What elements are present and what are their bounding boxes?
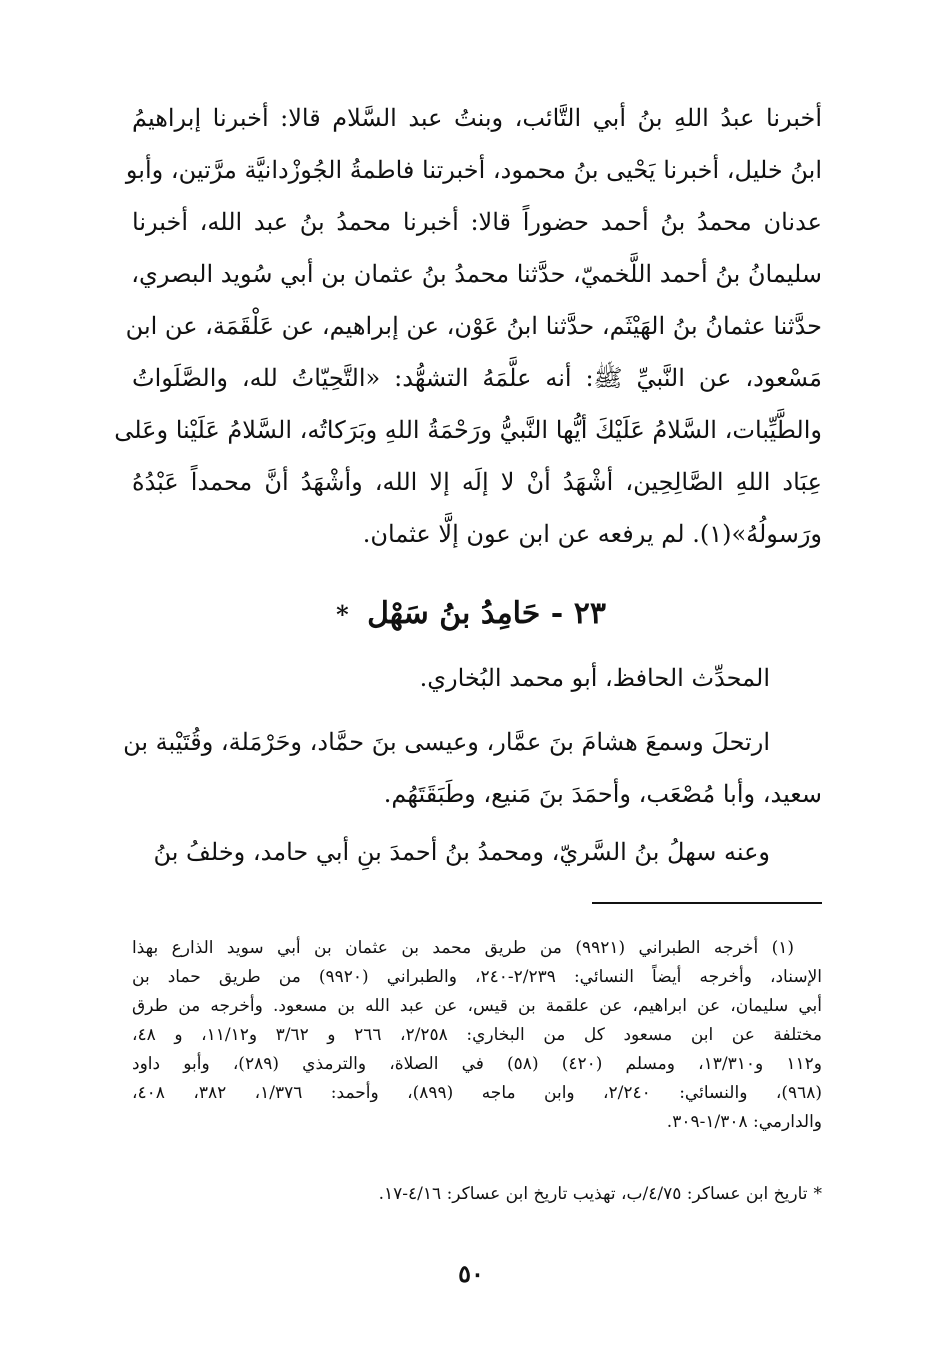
page-number: ٥٠ <box>458 1259 484 1288</box>
footnote-line: الإسناد، وأخرجه أيضاً النسائي: ٢/٢٣٩-٢٤٠، والطبراني (٩٩٢٠) من طريق حماد بن <box>132 967 822 987</box>
bio-title-line: المحدِّث الحافظ، أبو محمد البُخاري. <box>419 664 770 692</box>
text-line: والطَّيِّبات، السَّلامُ عَلَيْكَ أيُّها النَّبيُّ ورَحْمَةُ اللهِ وبَرَكاتُه، السَّلامُ عَلَيْنا وعَلى <box>114 416 822 444</box>
footnote-line: والدارمي: ١/٣٠٨-٣٠٩. <box>666 1112 822 1132</box>
footnote-line: و١١٢ و١٣/٣١٠، ومسلم (٤٢٠) (٥٨) في الصلاة، والترمذي (٢٨٩)، وأبو داود <box>132 1054 822 1074</box>
source-note <box>132 1180 822 1209</box>
footnote-line: (١) أخرجه الطبراني (٩٩٢١) من طريق محمد بن عثمان بن أبي سويد الذارع بهذا <box>132 938 794 958</box>
footnote-line: (٩٦٨)، والنسائي: ٢/٢٤٠، وابن ماجه (٨٩٩)، وأحمد: ١/٣٧٦، ٣٨٢، ٤٠٨، <box>132 1083 822 1103</box>
text-line: سليمانُ بنُ أحمد اللَّخميّ، حدَّثنا محمدُ بنُ عثمان بن أبي سُويد البصري، <box>131 260 822 288</box>
footnote-separator <box>592 902 822 904</box>
text-line: عِبَاد اللهِ الصَّالِحِين، أشْهَدُ أنْ لا إلَه إلا الله، وأشْهَدُ أنَّ محمداً عَبْدُهُ <box>132 468 822 496</box>
footnote-line: مختلفة عن ابن مسعود كل من البخاري: ٢/٢٥٨، ٢٦٦ و ٣/٦٢ و١١/١٢، و ٤٨، <box>132 1025 822 1045</box>
text-line: أخبرنا عبدُ اللهِ بنُ أبي التَّائب، وبنتُ عبد السَّلام قالا: أخبرنا إبراهيمُ <box>132 104 823 132</box>
footnote-line: أبي سليمان، عن ابراهيم، عن علقمة بن قيس، عن عبد الله بن مسعود. وأخرجه من طرق <box>132 996 822 1016</box>
text-line: ورَسولُهُ»(١). لم يرفعه عن ابن عون إلَّا عثمان. <box>362 520 822 548</box>
entry-name: حَامِدُ بنُ سَهْل <box>367 596 541 631</box>
text-line: ارتحلَ وسمعَ هشامَ بنَ عمَّار، وعيسى بنَ حمَّاد، وحَرْمَلة، وقُتَيْبة بن <box>123 728 770 756</box>
source-marker-icon: * <box>813 1184 822 1204</box>
text-line: مَسْعود، عن النَّبيِّ ﷺ: أنه علَّمَهُ التشهُّد: «التَّحِيّاتُ لله، والصَّلَواتُ <box>132 364 822 392</box>
bio-title <box>132 652 822 704</box>
text-line: عدنان محمدُ بنُ أحمد حضوراً قالا: أخبرنا محمدُ بنُ عبد الله، أخبرنا <box>132 208 822 236</box>
source-note-text: تاريخ ابن عساكر: ٤/٧٥/ب، تهذيب تاريخ ابن عساكر: ٤/١٦-١٧. <box>378 1184 808 1204</box>
source-marker-icon: * <box>336 600 349 629</box>
footnote <box>132 934 822 1137</box>
text-line: سعيد، وأبا مُصْعَب، وأحمَدَ بنَ مَنيع، وطَبَقَتَهُم. <box>383 780 822 808</box>
text-line: ابنُ خليل، أخبرنا يَحْيى بنُ محمود، أخبرتنا فاطمةُ الجُوزْدانيَّة مرَّتين، وأبو <box>125 156 822 184</box>
bio-students-paragraph <box>132 826 822 878</box>
hadith-paragraph <box>114 92 823 560</box>
entry-number: ٢٣ <box>573 596 606 631</box>
entry-dash: - <box>550 596 564 631</box>
bio-travel-paragraph <box>123 716 822 820</box>
text-line: وعنه سهلُ بنُ السَّريّ، ومحمدُ بنُ أحمدَ بنِ أبي حامد، وخلفُ بنُ <box>153 838 770 866</box>
entry-heading <box>0 590 942 639</box>
text-line: حدَّثنا عثمانُ بنُ الهَيْثَم، حدَّثنا ابنُ عَوْن، عن إبراهيم، عن عَلْقَمَة، عن ابن <box>125 312 822 340</box>
